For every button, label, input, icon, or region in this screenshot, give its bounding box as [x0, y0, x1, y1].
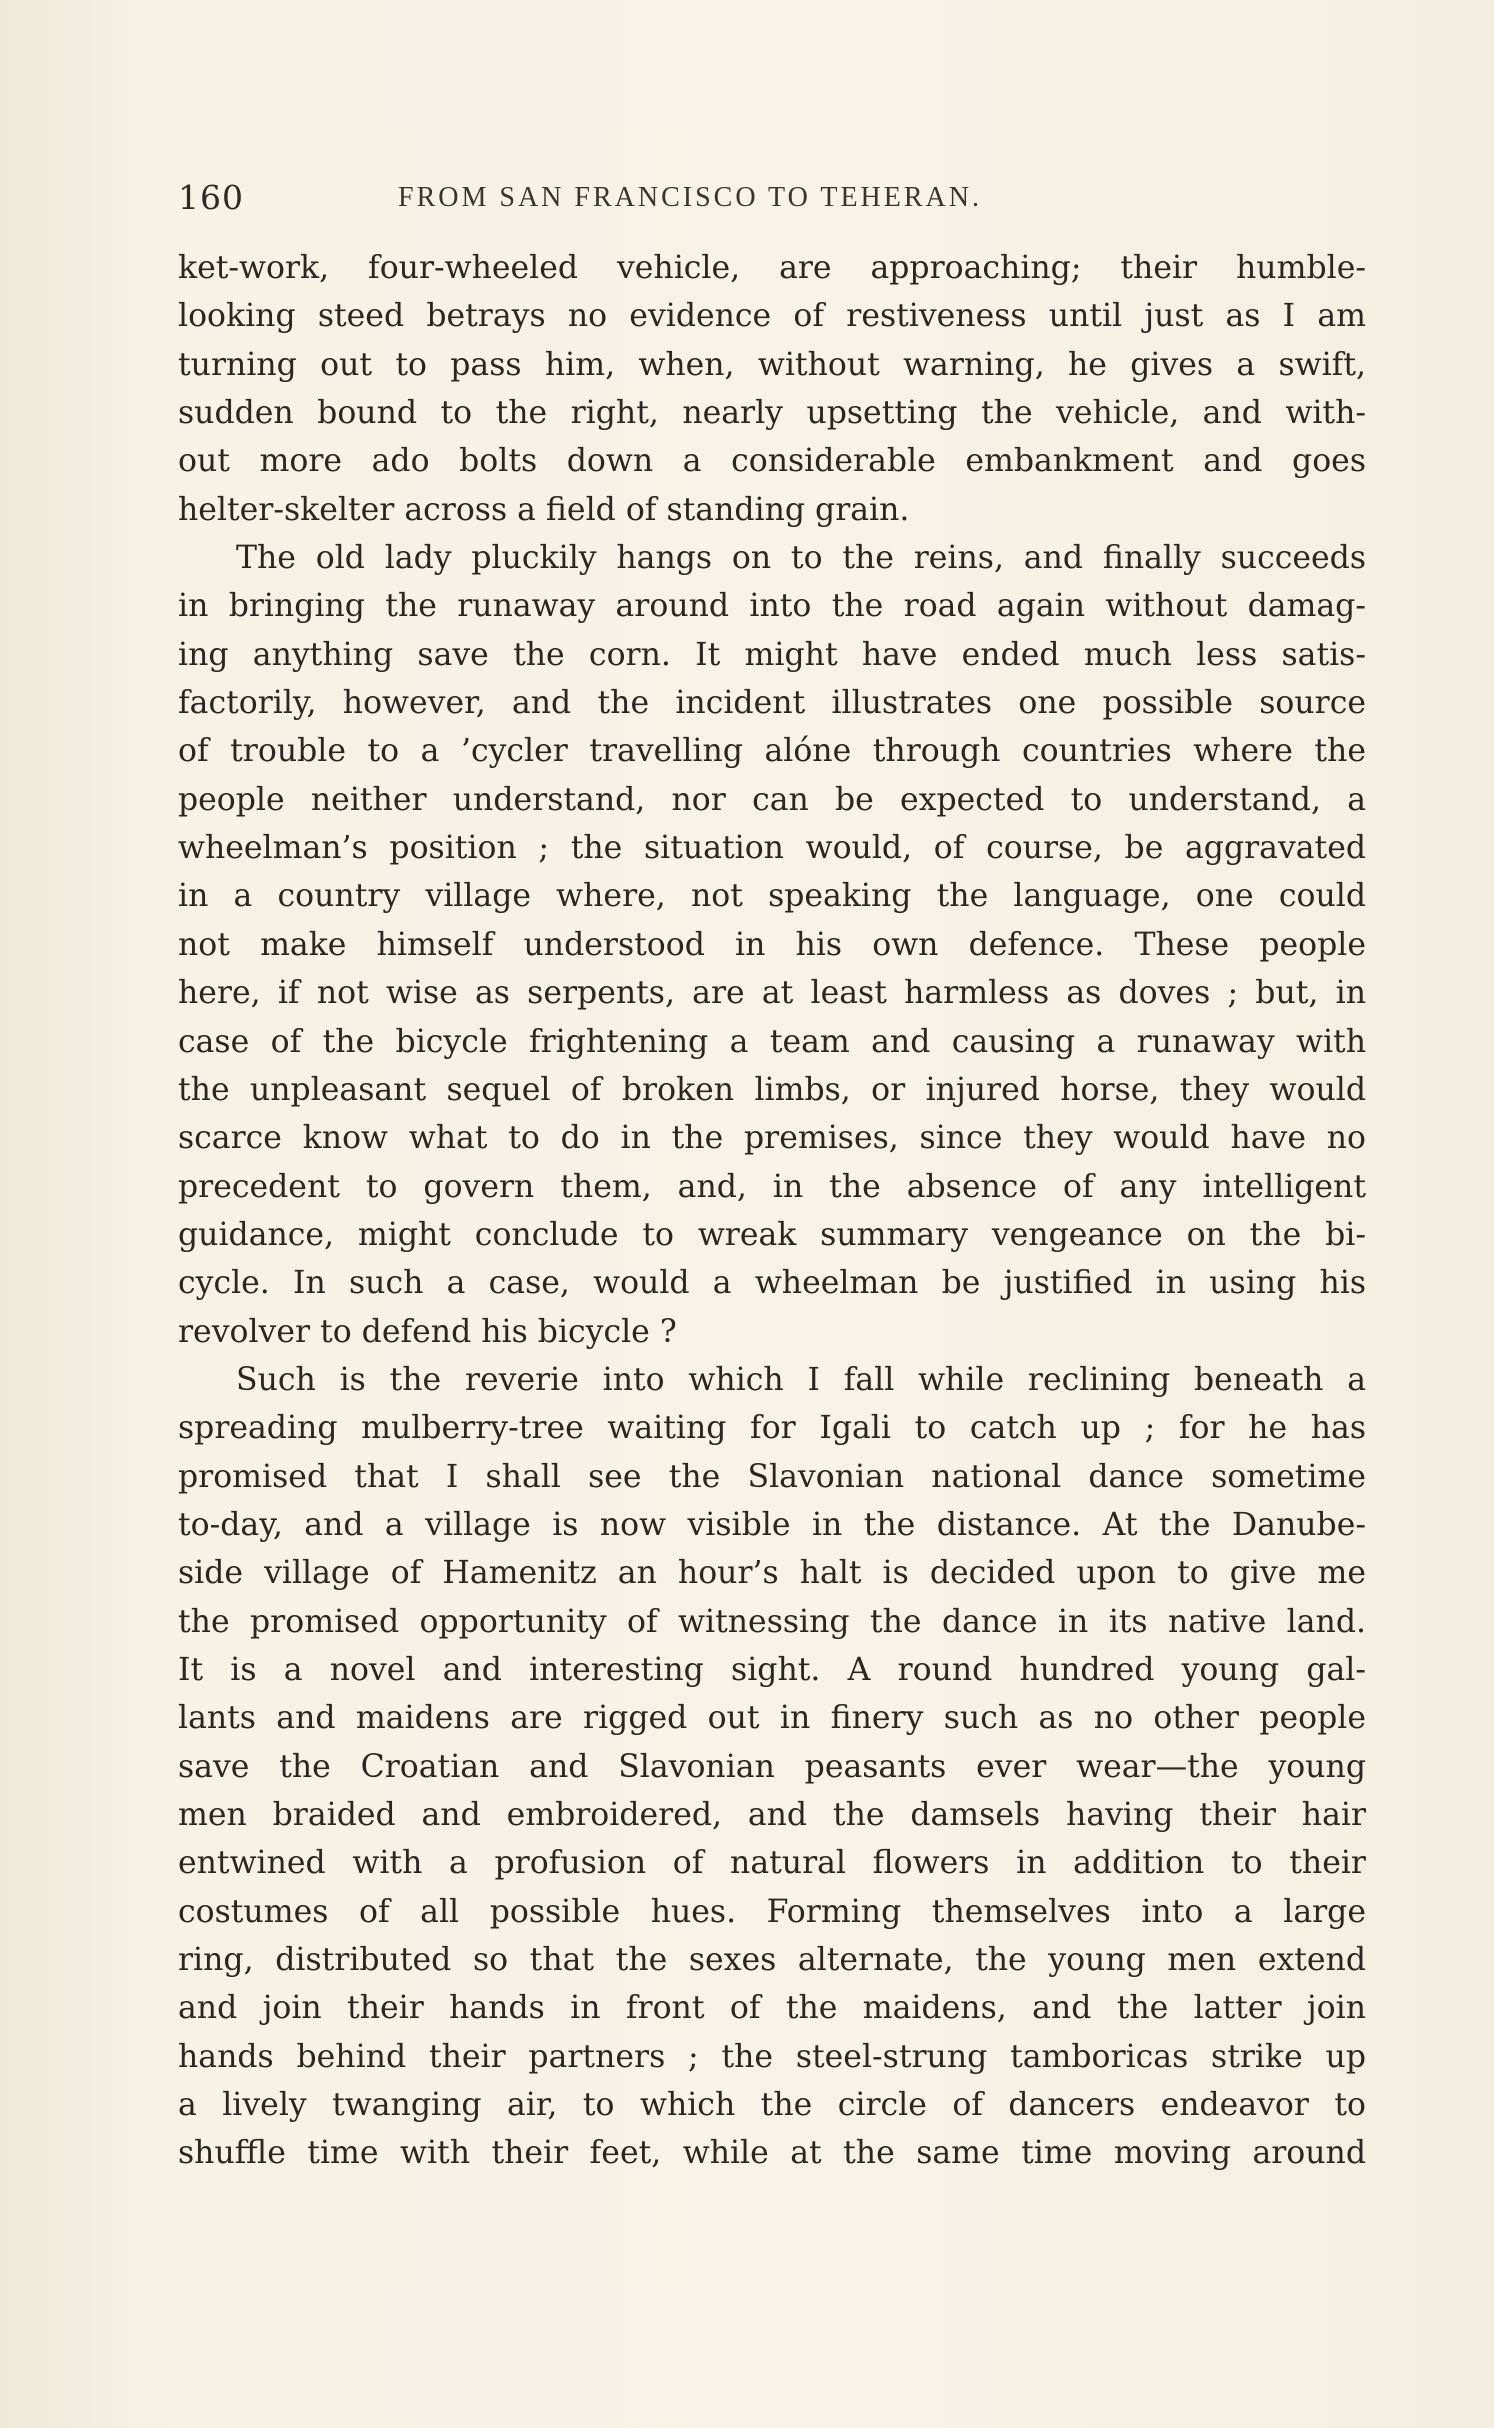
text-line: spreading mulberry-tree waiting for Igali to catch up ; for he has [178, 1410, 1366, 1447]
text-line: to-day, and a village is now visible in the distance. At the Danube- [178, 1506, 1366, 1543]
text-line: ket-work, four-wheeled vehicle, are approaching; their humble- [178, 250, 1366, 286]
text-line: revolver to defend his bicycle ? [178, 1313, 677, 1350]
body-text [178, 244, 1366, 2178]
page-header [178, 178, 1366, 222]
text-line: turning out to pass him, when, without warning, he gives a swift, [178, 346, 1366, 383]
text-line: the unpleasant sequel of broken limbs, or injured horse, they would [178, 1071, 1366, 1108]
text-line: helter-skelter across a field of standing grain. [178, 491, 910, 528]
text-line: men braided and embroidered, and the damsels having their hair [178, 1797, 1366, 1833]
text-line: in a country village where, not speaking the language, one could [178, 878, 1366, 915]
text-line: entwined with a profusion of natural flowers in addition to their [178, 1845, 1366, 1882]
text-line: not make himself understood in his own defence. These people [178, 926, 1366, 963]
page-number: 160 [178, 178, 244, 217]
paragraph-start-line: Such is the reverie into which I fall while reclining beneath a [236, 1361, 1366, 1398]
text-line: here, if not wise as serpents, are at least harmless as doves ; but, in [178, 975, 1366, 1012]
running-head: FROM SAN FRANCISCO TO TEHERAN. [398, 182, 982, 213]
text-line: save the Croatian and Slavonian peasants ever wear—the young [178, 1748, 1366, 1785]
text-line: precedent to govern them, and, in the absence of any intelligent [178, 1168, 1366, 1205]
text-line: case of the bicycle frightening a team and causing a runaway with [178, 1023, 1366, 1060]
text-line: shuffle time with their feet, while at the same time moving around [178, 2135, 1366, 2172]
text-line: out more ado bolts down a considerable embankment and goes [178, 443, 1366, 480]
text-line: wheelman’s position ; the situation would, of course, be aggravated [178, 830, 1366, 867]
text-line: the promised opportunity of witnessing the dance in its native land. [178, 1603, 1366, 1640]
text-line: and join their hands in front of the maidens, and the latter join [178, 1990, 1366, 2027]
text-line: scarce know what to do in the premises, since they would have no [178, 1120, 1366, 1157]
text-line: people neither understand, nor can be expected to understand, a [178, 781, 1366, 818]
text-line: sudden bound to the right, nearly upsetting the vehicle, and with- [178, 395, 1366, 432]
text-line: cycle. In such a case, would a wheelman be justified in using his [178, 1265, 1366, 1302]
text-line: ring, distributed so that the sexes alternate, the young men extend [178, 1942, 1366, 1979]
text-line: factorily, however, and the incident illustrates one possible source [178, 685, 1366, 722]
text-line: looking steed betrays no evidence of restiveness until just as I am [178, 298, 1366, 335]
text-line: lants and maidens are rigged out in finery such as no other people [178, 1700, 1366, 1737]
text-line: ing anything save the corn. It might have ended much less satis- [178, 636, 1366, 673]
text-line: a lively twanging air, to which the circle of dancers endeavor to [178, 2087, 1366, 2124]
text-line: side village of Hamenitz an hour’s halt is decided upon to give me [178, 1555, 1366, 1592]
text-line: costumes of all possible hues. Forming themselves into a large [178, 1893, 1366, 1930]
text-line: in bringing the runaway around into the road again without damag- [178, 588, 1366, 625]
text-line: guidance, might conclude to wreak summary vengeance on the bi- [178, 1216, 1366, 1253]
text-line: It is a novel and interesting sight. A round hundred young gal- [178, 1651, 1366, 1688]
text-line: hands behind their partners ; the steel-strung tamboricas strike up [178, 2038, 1366, 2075]
text-line: of trouble to a ’cycler travelling alóne through countries where the [178, 733, 1366, 770]
paragraph-start-line: The old lady pluckily hangs on to the reins, and finally succeeds [236, 540, 1366, 577]
text-line: promised that I shall see the Slavonian national dance sometime [178, 1458, 1366, 1495]
